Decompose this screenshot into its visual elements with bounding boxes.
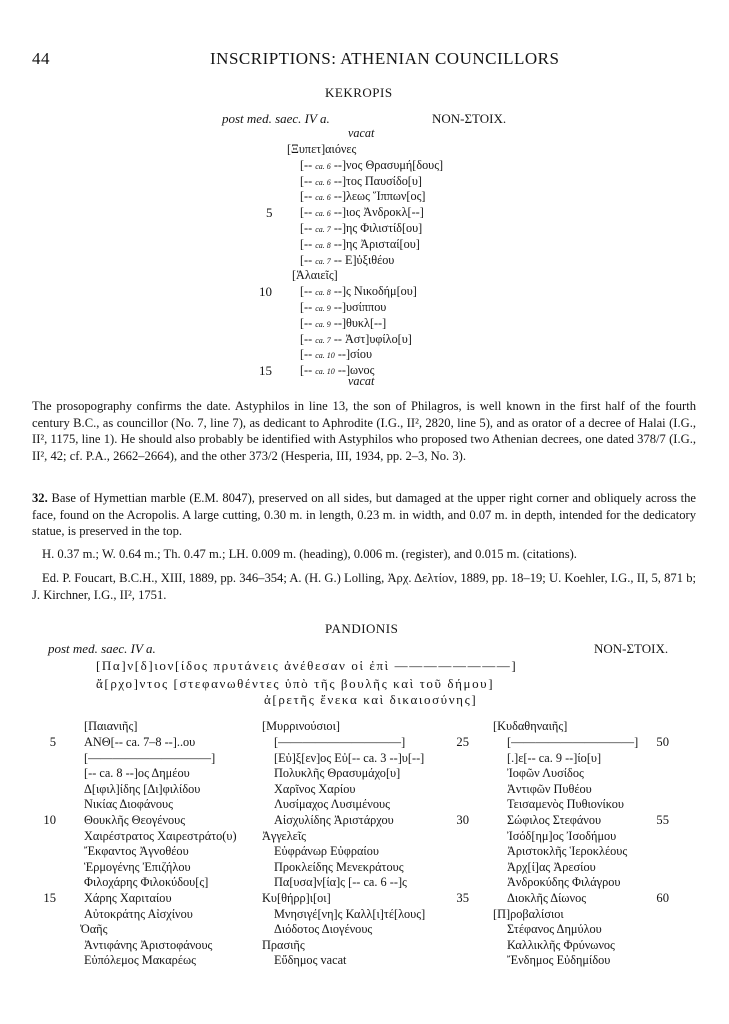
pandionis-col1-row: Ἑρμογένης Ἐπιζήλου bbox=[84, 859, 191, 874]
pandionis-col1-row: Ἔκφαντος Ἀγνοθέου bbox=[84, 844, 189, 859]
pandionis-col2-row: Διόδοτος Διογένους bbox=[274, 922, 373, 937]
pandionis-col2-row: [Εὐ]ξ[εν]ος Εὐ[-- ca. 3 --]υ[--] bbox=[274, 750, 425, 765]
kekropis-line: [-- ca. 6 --]ιος Ἀνδροκλ[--] bbox=[300, 205, 424, 220]
pandionis-col2-row: Λυσίμαχος Λυσιμένους bbox=[274, 797, 390, 812]
entry-32-text: Base of Hymettian marble (E.M. 8047), preserved on all sides, but damaged at the upper right corner and obliquely across the face, found on the Acropolis. A large cutting, 0.30 m. in length, 0.23 m. in width, and 0.07 m. in depth, intended for the dedicatory statue, is preserved in the top. bbox=[32, 491, 696, 539]
pandionis-col1-row: Θουκλῆς Θεογένους bbox=[84, 812, 186, 827]
pandionis-col1-row: Ὀαῆς bbox=[80, 922, 108, 937]
pandionis-col3-row: Ἀντιφῶν Πυθέου bbox=[507, 781, 592, 796]
pandionis-line-number: 25 bbox=[456, 735, 469, 749]
pandionis-col1-row: ΑΝΘ[-- ca. 7–8 --]..ου bbox=[84, 735, 196, 749]
kekropis-style: NON-ΣΤΟΙΧ. bbox=[432, 111, 507, 126]
pandionis-col1-row: Δ[ιφιλ]ίδης [Δι]φιλίδου bbox=[84, 781, 201, 796]
kekropis-line: [-- ca. 6 --]νος Θρασυμή[δους] bbox=[300, 157, 444, 172]
kekropis-line: [Ἁλαιεῖς] bbox=[292, 268, 338, 283]
pandionis-col1-row: Νικίας Διοφάνους bbox=[84, 797, 173, 812]
pandionis-line-number: 50 bbox=[656, 735, 669, 749]
pandionis-line-number: 15 bbox=[43, 891, 56, 905]
pandionis-col2-deme: [Μυρρινούσιοι] bbox=[262, 719, 340, 733]
pandionis-col1-row: [-- ca. 8 --]ος Δημέου bbox=[84, 766, 190, 781]
pandionis-col3-row: Καλλικλῆς Φρύνωνος bbox=[507, 937, 615, 952]
pandionis-col3-row: Σώφιλος Στεφάνου bbox=[507, 812, 602, 827]
entry-32-dimensions: H. 0.37 m.; W. 0.64 m.; Th. 0.47 m.; LH. 0.009 m. (heading), 0.006 m. (register), and 0.015 m. (citations). bbox=[42, 547, 577, 561]
kekropis-line: [-- ca. 6 --]λεως Ἵππων[ος] bbox=[300, 189, 426, 204]
pandionis-col3-row: [——————————] bbox=[507, 735, 639, 749]
pandionis-col3-row: Ἔνδημος Εὐδημίδου bbox=[507, 953, 611, 968]
pandionis-col2-row: Αἰσχυλίδης Ἀριστάρχου bbox=[274, 812, 394, 827]
kekropis-line-number: 10 bbox=[259, 284, 272, 300]
pandionis-col3 bbox=[493, 735, 639, 969]
kekropis-line: [-- ca. 9 --]υσίππου bbox=[300, 300, 387, 314]
pandionis-col3-row: Διοκλῆς Δίωνος bbox=[507, 890, 587, 905]
pandionis-col2-row: Κυ[θήρρ]ι[οι] bbox=[262, 890, 331, 905]
pandionis-col1-row: Χάρης Χαριταίου bbox=[84, 890, 172, 905]
kekropis-line: [Ξυπετ]αιόνες bbox=[287, 142, 357, 156]
pandionis-col2-row: Προκλείδης Μενεκράτους bbox=[274, 859, 404, 874]
pandionis-col3-row: [.]ε[-- ca. 9 --]ίο[υ] bbox=[507, 750, 602, 765]
pandionis-col2-row: Πα[υσα]ν[ία]ς [-- ca. 6 --]ς bbox=[274, 875, 407, 890]
kekropis-line: [-- ca. 6 --]τος Παυσίδο[υ] bbox=[300, 173, 422, 188]
pandionis-col2-row: Χαρῖνος Χαρίου bbox=[274, 781, 356, 796]
pandionis-line-number: 55 bbox=[656, 813, 669, 827]
kekropis-line-number: 15 bbox=[259, 363, 272, 379]
pandionis-style: NON-ΣΤΟΙΧ. bbox=[594, 641, 669, 656]
kekropis-date: post med. saec. IV a. bbox=[222, 111, 330, 126]
pandionis-col2-row: Εὐφράνωρ Εὐφραίου bbox=[274, 844, 379, 859]
pandionis-col3-row: [Π]ροβαλίσιοι bbox=[493, 906, 564, 921]
pandionis-line-number: 60 bbox=[656, 891, 669, 905]
pandionis-col1-row: Εὐπόλεμος Μακαρέως bbox=[84, 953, 196, 968]
kekropis-line: [-- ca. 8 --]ης Ἀρισταί[ου] bbox=[300, 236, 420, 251]
pandionis-line-number: 5 bbox=[49, 735, 56, 749]
kekropis-vacat-top: vacat bbox=[348, 126, 375, 140]
pandionis-col3-row: Ἀρχ[ί]ας Ἀρεσίου bbox=[507, 859, 596, 874]
pandionis-col2-row: Πολυκλῆς Θρασυμάχο[υ] bbox=[274, 766, 401, 781]
kekropis-line: [-- ca. 9 --]θυκλ[--] bbox=[300, 315, 387, 330]
pandionis-col2-row: Εὔδημος vacat bbox=[274, 953, 347, 968]
pandionis-col2-row: Πρασιῆς bbox=[262, 937, 305, 952]
pandionis-col1-row: Φιλοχάρης Φιλοκύδου[ς] bbox=[84, 875, 209, 890]
pandionis-line-number: 10 bbox=[43, 813, 56, 827]
pandionis-col2-row: Μνησιγέ[νη]ς Καλλ[ι]τέ[λους] bbox=[274, 906, 426, 921]
pandionis-title: PANDIONIS bbox=[325, 621, 399, 636]
pandionis-line-number: 30 bbox=[456, 813, 469, 827]
entry-32-description bbox=[32, 490, 696, 540]
kekropis-line: [-- ca. 7 -- Ε]ὐξιθέου bbox=[300, 252, 395, 267]
pandionis-col3-row: Ἀνδροκύδης Φιλάγρου bbox=[507, 875, 621, 890]
pandionis-col3-row: Ἀριστοκλῆς Ἱεροκλέους bbox=[507, 844, 628, 859]
pandionis-line-number: 35 bbox=[456, 891, 469, 905]
pandionis-col2-row: Ἀγγελεῖς bbox=[262, 828, 307, 843]
pandionis-col3-deme: [Κυδαθηναιῆς] bbox=[493, 719, 568, 733]
kekropis-line: [-- ca. 10 --]σίου bbox=[300, 347, 372, 362]
pandionis-col1-row: Ἀντιφάνης Ἀριστοφάνους bbox=[84, 937, 213, 952]
pandionis-col1-row: [——————————] bbox=[84, 750, 216, 765]
prosopography-paragraph: The prosopography confirms the date. Astyphilos in line 13, the son of Philagros, is well known in the first half of the fourth century B.C., as councillor (No. 7, line 7), as dedicant to Aphrodite (I.G., II², 2820, line 5), and as orator of a decree of Halai (I.G., II², 1175, line 1). He should also probably be identified with Astyphilos who proposed two Athenian decrees, one dated 378/7 (I.G., II², 42; cf. P.A., 2662–2664), and the other 373/2 (Hesperia, III, 1934, pp. 2–3, No. 3). bbox=[32, 399, 696, 463]
entry-32-number: 32. bbox=[32, 491, 48, 505]
kekropis-vacat-bottom: vacat bbox=[348, 374, 375, 388]
running-title: INSCRIPTIONS: ATHENIAN COUNCILLORS bbox=[210, 49, 560, 68]
kekropis-line: [-- ca. 10 --]ωνος bbox=[300, 363, 375, 378]
pandionis-heading-line-3: ἀ[ρετῆς ἕνεκα καὶ δικαιοσύνης] bbox=[264, 692, 478, 707]
pandionis-heading-line-2: ἄ[ρχο]ντος [στεφανωθέντες ὑπὸ τῆς βουλῆς καὶ τοῦ δήμου] bbox=[96, 676, 495, 691]
pandionis-col3-row: Ἰοφῶν Λυσίδος bbox=[507, 766, 584, 781]
pandionis-col1-row: Χαιρέστρατος Χαιρεστράτο(υ) bbox=[84, 828, 237, 843]
page-number: 44 bbox=[32, 49, 50, 68]
kekropis-line: [-- ca. 7 -- Ἀστ]υφίλο[υ] bbox=[300, 331, 412, 346]
kekropis-line: [-- ca. 8 --]ς Νικοδήμ[ου] bbox=[300, 284, 417, 299]
kekropis-line: [-- ca. 7 --]ης Φιλιστίδ[ου] bbox=[300, 221, 423, 235]
pandionis-col2-row: [——————————] bbox=[274, 735, 406, 749]
pandionis-col1 bbox=[72, 735, 237, 969]
pandionis-col1-deme: [Παιανιῆς] bbox=[84, 719, 138, 733]
pandionis-col3-row: Στέφανος Δημύλου bbox=[507, 922, 602, 937]
kekropis-line-number: 5 bbox=[266, 205, 273, 221]
kekropis-title: KEKROPIS bbox=[325, 85, 393, 100]
pandionis-date: post med. saec. IV a. bbox=[48, 641, 156, 656]
pandionis-col3-row: Τεισαμενὸς Πυθιονίκου bbox=[507, 797, 624, 812]
pandionis-col1-row: Αὐτοκράτης Αἰσχίνου bbox=[84, 906, 193, 921]
pandionis-col2 bbox=[262, 735, 426, 969]
entry-32-editions: Ed. P. Foucart, B.C.H., XIII, 1889, pp. 346–354; A. (H. G.) Lolling, Ἀρχ. Δελτίον, 1889, pp. 18–19; U. Koehler, I.G., II, 5, 871 b; J. Kirchner, I.G., II², 1751. bbox=[32, 571, 696, 602]
pandionis-col3-row: Ἰσόδ[ημ]ος Ἰσοδήμου bbox=[507, 828, 617, 843]
pandionis-heading-line-1: [Πα]ν[δ]ιον[ίδος πρυτάνεις ἀνέθεσαν οἱ ἐπὶ ————————] bbox=[96, 658, 518, 673]
